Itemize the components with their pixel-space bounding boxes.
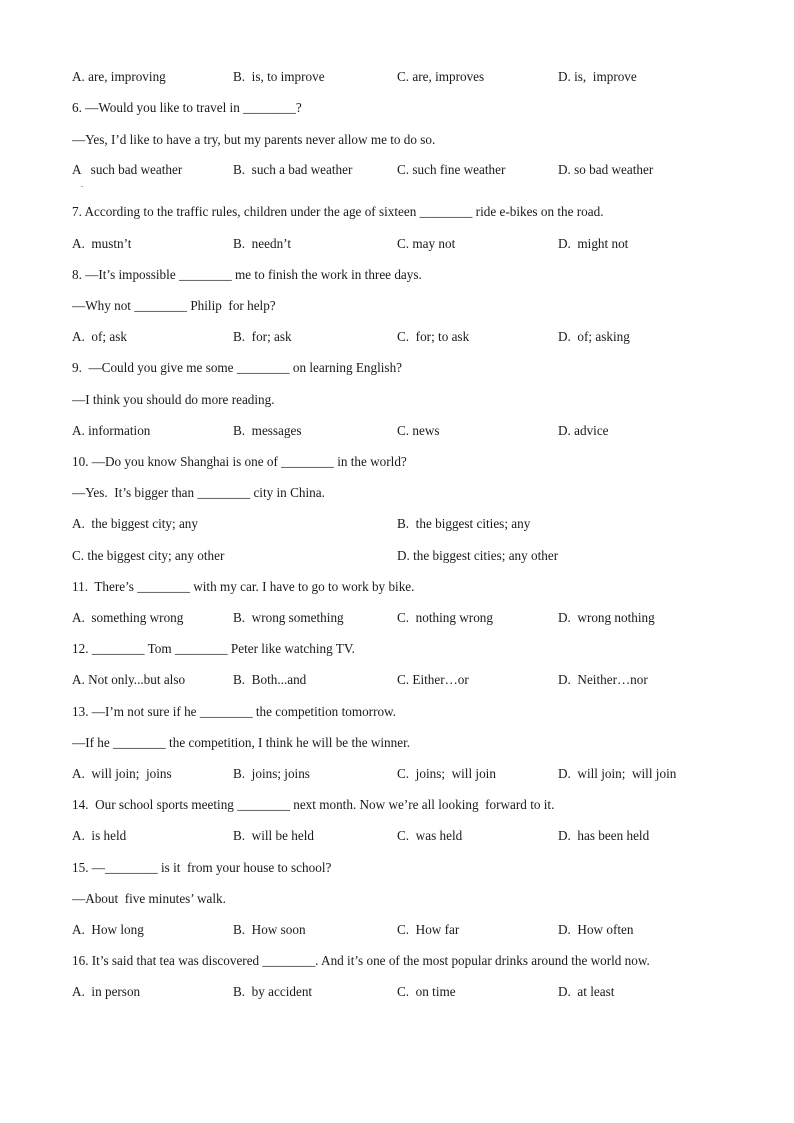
q5-option-d: D. is, improve: [558, 69, 637, 84]
q15-reply: —About five minutes’ walk.: [72, 891, 226, 906]
q7-option-b: B. needn’t: [233, 236, 291, 251]
q5-option-a: A. are, improving: [72, 69, 166, 84]
q14-question: 14. Our school sports meeting ________ next month. Now we’re all looking forward to it.: [72, 797, 555, 812]
q7-question: 7. According to the traffic rules, children under the age of sixteen ________ ride e-bikes on the road.: [72, 204, 604, 219]
q9-option-b: B. messages: [233, 423, 302, 438]
q5-option-c: C. are, improves: [397, 69, 485, 84]
q16-question: 16. It’s said that tea was discovered ________. And it’s one of the most popular drinks around the world now.: [72, 953, 650, 968]
q11-option-b: B. wrong something: [233, 610, 344, 625]
q8-option-a: A. of; ask: [72, 329, 127, 344]
q12-option-b: B. Both...and: [233, 672, 307, 687]
q10-question: 10. —Do you know Shanghai is one of ________ in the world?: [72, 454, 407, 469]
q12-option-c: C. Either…or: [397, 672, 469, 687]
q8-reply: —Why not ________ Philip for help?: [72, 298, 276, 313]
q8-question: 8. —It’s impossible ________ me to finish the work in three days.: [72, 267, 422, 282]
q14-option-a: A. is held: [72, 828, 127, 843]
q15-option-d: D. How often: [558, 922, 634, 937]
q13-option-b: B. joins; joins: [233, 766, 310, 781]
q13-option-c: C. joins; will join: [397, 766, 496, 781]
q6-option-b: B. such a bad weather: [233, 162, 353, 177]
q16-option-c: C. on time: [397, 984, 456, 999]
q8-option-d: D. of; asking: [558, 329, 630, 344]
q10-option-c: C. the biggest city; any other: [72, 548, 225, 563]
q6-option-d: D. so bad weather: [558, 162, 654, 177]
q15-option-a: A. How long: [72, 922, 144, 937]
q12-question: 12. ________ Tom ________ Peter like watching TV.: [72, 641, 355, 656]
q11-option-d: D. wrong nothing: [558, 610, 655, 625]
q7-option-d: D. might not: [558, 236, 629, 251]
q16-option-a: A. in person: [72, 984, 141, 999]
q5-option-b: B. is, to improve: [233, 69, 325, 84]
q15-question: 15. —________ is it from your house to school?: [72, 860, 332, 875]
q16-option-d: D. at least: [558, 984, 615, 999]
q15-option-b: B. How soon: [233, 922, 306, 937]
q9-option-a: A. information: [72, 423, 151, 438]
q8-option-c: C. for; to ask: [397, 329, 470, 344]
q6-option-a: A such bad weather: [72, 162, 183, 177]
q12-option-a: A. Not only...but also: [72, 672, 186, 687]
q13-option-a: A. will join; joins: [72, 766, 172, 781]
q11-option-a: A. something wrong: [72, 610, 184, 625]
q14-option-b: B. will be held: [233, 828, 314, 843]
q10-reply: —Yes. It’s bigger than ________ city in China.: [72, 485, 325, 500]
q6-question: 6. —Would you like to travel in ________?: [72, 100, 302, 115]
q10-option-a: A. the biggest city; any: [72, 516, 198, 531]
q7-option-c: C. may not: [397, 236, 456, 251]
q10-option-b: B. the biggest cities; any: [397, 516, 531, 531]
q8-option-b: B. for; ask: [233, 329, 292, 344]
q6-reply: —Yes, I’d like to have a try, but my parents never allow me to do so.: [72, 132, 436, 147]
q9-question: 9. —Could you give me some ________ on learning English?: [72, 360, 403, 375]
q16-option-b: B. by accident: [233, 984, 313, 999]
q10-option-d: D. the biggest cities; any other: [397, 548, 559, 563]
q11-option-c: C. nothing wrong: [397, 610, 493, 625]
q11-question: 11. There’s ________ with my car. I have to go to work by bike.: [72, 579, 415, 594]
q14-option-c: C. was held: [397, 828, 463, 843]
q14-option-d: D. has been held: [558, 828, 650, 843]
q13-question: 13. —I’m not sure if he ________ the competition tomorrow.: [72, 704, 397, 719]
q13-reply: —If he ________ the competition, I think he will be the winner.: [72, 735, 411, 750]
stray-mark: .: [81, 180, 83, 189]
q6-option-c: C. such fine weather: [397, 162, 506, 177]
q9-option-d: D. advice: [558, 423, 609, 438]
q9-option-c: C. news: [397, 423, 440, 438]
q7-option-a: A. mustn’t: [72, 236, 132, 251]
q12-option-d: D. Neither…nor: [558, 672, 648, 687]
q15-option-c: C. How far: [397, 922, 460, 937]
q9-reply: —I think you should do more reading.: [72, 392, 275, 407]
q13-option-d: D. will join; will join: [558, 766, 677, 781]
